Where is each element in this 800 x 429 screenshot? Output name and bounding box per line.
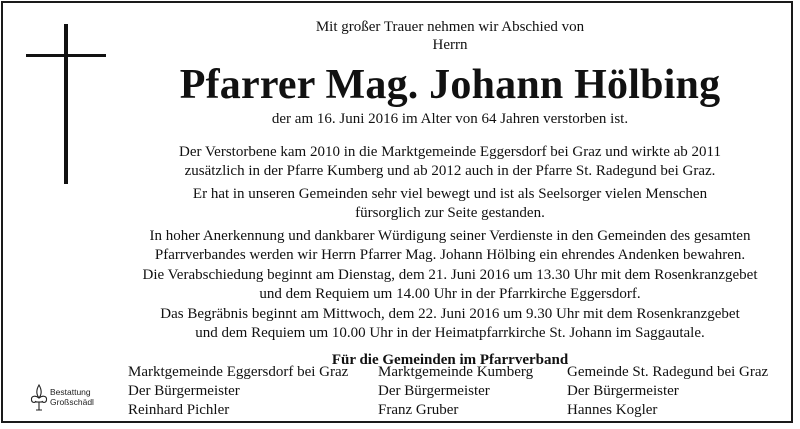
cross-icon bbox=[26, 24, 106, 184]
paragraph-career bbox=[110, 143, 790, 180]
signature-community: Gemeinde St. Radegund bei Graz bbox=[567, 364, 769, 380]
notice-content bbox=[110, 14, 790, 369]
paragraph-line: und dem Requiem um 14.00 Uhr in der Pfarrkirche Eggersdorf. bbox=[259, 285, 641, 302]
paragraph-line: Die Verabschiedung beginnt am Dienstag, dem 21. Juni 2016 um 13.30 Uhr mit dem Rosenkranzgebet bbox=[142, 267, 758, 283]
fleur-de-lis-icon bbox=[30, 383, 48, 413]
signature-person: Franz Gruber bbox=[378, 402, 459, 418]
paragraph-farewell bbox=[110, 266, 790, 303]
signature-role: Der Bürgermeister bbox=[378, 383, 490, 399]
intro-line-2: Herrn bbox=[432, 37, 468, 53]
paragraph-remembrance bbox=[110, 227, 790, 264]
funeral-home-logo bbox=[30, 383, 100, 413]
intro-line-1: Mit großer Trauer nehmen wir Abschied von bbox=[315, 19, 585, 35]
paragraph-line: Der Verstorbene kam 2010 in die Marktgemeinde Eggersdorf bei Graz und wirkte ab 2011 bbox=[179, 144, 721, 160]
paragraph-line: Pfarrverbandes werden wir Herrn Pfarrer Mag. Johann Hölbing ein ehrendes Andenken bewahren. bbox=[154, 246, 746, 263]
signature-role: Der Bürgermeister bbox=[128, 383, 240, 399]
logo-line: Bestattung bbox=[50, 387, 91, 397]
paragraph-line: Das Begräbnis beginnt am Mittwoch, dem 22. Juni 2016 um 9.30 Uhr mit dem Rosenkranzgebet bbox=[160, 306, 740, 322]
signature-community: Marktgemeinde Eggersdorf bei Graz bbox=[128, 364, 349, 380]
signature-person: Hannes Kogler bbox=[567, 402, 658, 418]
paragraph-line: und dem Requiem um 10.00 Uhr in der Heimatpfarrkirche St. Johann im Saggautale. bbox=[195, 324, 705, 341]
paragraph-line: fürsorglich zur Seite gestanden. bbox=[355, 204, 545, 221]
paragraph-pastoral bbox=[110, 185, 790, 222]
signature-community: Marktgemeinde Kumberg bbox=[378, 364, 534, 380]
paragraph-funeral bbox=[110, 305, 790, 342]
death-statement: der am 16. Juni 2016 im Alter von 64 Jahren verstorben ist. bbox=[271, 111, 629, 127]
signature-role: Der Bürgermeister bbox=[567, 383, 679, 399]
signature-column bbox=[378, 363, 533, 420]
deceased-name: Pfarrer Mag. Johann Hölbing bbox=[179, 62, 721, 108]
logo-line: Großschädl bbox=[50, 397, 94, 407]
signature-column bbox=[567, 363, 768, 420]
paragraph-line: zusätzlich in der Pfarre Kumberg und ab 2012 auch in der Pfarre St. Radegund bei Graz. bbox=[184, 162, 716, 179]
signatures-heading: Für die Gemeinden im Pfarrverband bbox=[331, 352, 569, 368]
paragraph-line: Er hat in unseren Gemeinden sehr viel bewegt und ist als Seelsorger vielen Menschen bbox=[192, 186, 708, 202]
logo-text bbox=[50, 387, 94, 407]
paragraph-line: In hoher Anerkennung und dankbarer Würdigung seiner Verdienste in den Gemeinden des gesamten bbox=[149, 228, 751, 244]
signature-person: Reinhard Pichler bbox=[128, 402, 230, 418]
signature-column bbox=[128, 363, 348, 420]
